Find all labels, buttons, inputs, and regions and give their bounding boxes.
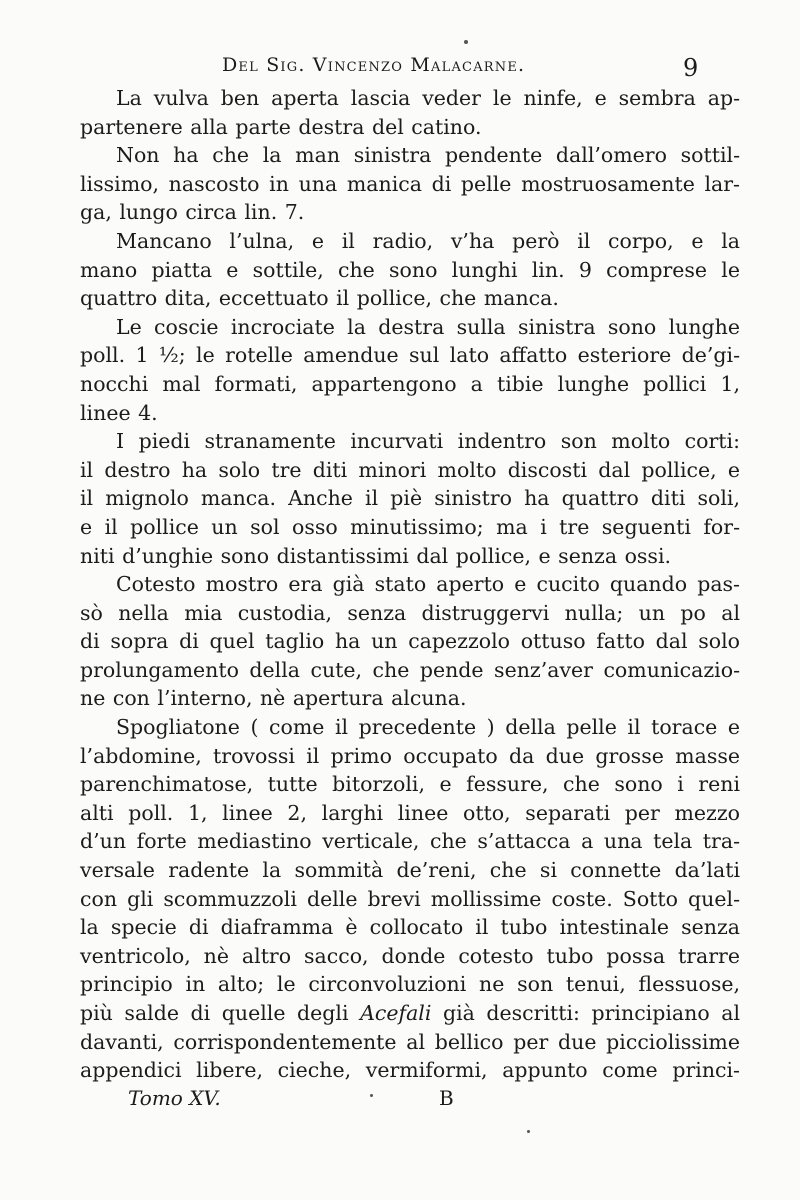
text-line: partenere alla parte destra del catino.: [80, 114, 482, 139]
text-line: la specie di diaframma è collocato il tubo intestinale senza: [80, 915, 740, 940]
text-line: Le coscie incrociate la destra sulla sinistra sono lunghe: [116, 314, 740, 339]
text-line: Spogliatone ( come il precedente ) della pelle il torace e: [116, 715, 740, 740]
text-line: parenchimatose, tutte bitorzoli, e fessure, che sono i reni: [80, 772, 740, 797]
volume-label: Tomo XV.: [128, 1086, 221, 1110]
text-line: ne con l’interno, nè apertura alcuna.: [80, 686, 467, 711]
text-line: quattro dita, eccettuato il pollice, che manca.: [80, 286, 559, 311]
text-line: l’abdomine, trovossi il primo occupato da due grosse masse: [80, 743, 740, 768]
text-line: principio in alto; le circonvoluzioni ne son tenui, flessuose,: [80, 972, 740, 997]
print-speck: [464, 40, 468, 44]
italic-term: Acefali: [360, 1001, 432, 1025]
signature-mark: B: [439, 1086, 454, 1110]
text-line: il destro ha solo tre diti minori molto discosti dal pollice, e: [80, 457, 740, 482]
running-head: [0, 48, 800, 88]
page-number: 9: [683, 54, 699, 82]
text-line: Non ha che la man sinistra pendente dall’omero sottil-: [116, 143, 740, 168]
text-line: d’un forte mediastino verticale, che s’attacca a una tela tra-: [80, 829, 740, 854]
text-line: linee 4.: [80, 400, 158, 425]
text-line: con gli scommuzzoli delle brevi mollissime coste. Sotto quel-: [80, 886, 740, 911]
text-line: sò nella mia custodia, senza distruggervi nulla; un po al: [80, 600, 740, 625]
text-line: poll. 1 ½; le rotelle amendue sul lato affatto esteriore de’gi-: [80, 343, 740, 368]
text-line: versale radente la sommità de’reni, che si connette da’lati: [80, 858, 740, 883]
running-title: Del Sig. Vincenzo Malacarne.: [222, 54, 526, 76]
text-line: prolungamento della cute, che pende senz’aver comunicazio-: [80, 657, 740, 682]
text-line: il mignolo manca. Anche il piè sinistro ha quattro diti soli,: [80, 486, 740, 511]
text-line: Cotesto mostro era già stato aperto e cucito quando pas-: [116, 572, 740, 597]
text-line: e il pollice un sol osso minutissimo; ma i tre seguenti for-: [80, 514, 740, 539]
text-line: di sopra di quel taglio ha un capezzolo ottuso fatto dal solo: [80, 629, 740, 654]
text-line: appendici libere, cieche, vermiformi, appunto come princi-: [80, 1058, 740, 1083]
text-line: ventricolo, nè altro sacco, donde cotesto tubo possa trarre: [80, 943, 740, 968]
text-line: Mancano l’ulna, e il radio, v’ha però il corpo, e la: [116, 228, 740, 253]
text-line: nocchi mal formati, appartengono a tibie lunghe pollici 1,: [80, 371, 740, 396]
text-line: ga, lungo circa lin. 7.: [80, 200, 305, 225]
text-line: lissimo, nascosto in una manica di pelle mostruosamente lar-: [80, 171, 740, 196]
text-line: I piedi stranamente incurvati indentro son molto corti:: [116, 429, 740, 454]
body-text: [80, 84, 740, 1085]
text-line: alti poll. 1, linee 2, larghi linee otto, separati per mezzo: [80, 800, 740, 825]
text-line: mano piatta e sottile, che sono lunghi lin. 9 comprese le: [80, 257, 740, 282]
print-speck: [527, 1130, 530, 1133]
text-line: niti d’unghie sono distantissimi dal pollice, e senza ossi.: [80, 543, 672, 568]
text-line: davanti, corrispondentemente al bellico per due picciolissime: [80, 1029, 740, 1054]
page-footer: [0, 1086, 800, 1116]
text-line: più salde di quelle degli Acefali già descritti: principiano al: [80, 1001, 740, 1025]
text-line: La vulva ben aperta lascia veder le ninfe, e sembra ap-: [116, 86, 740, 110]
print-speck: [370, 1094, 373, 1097]
